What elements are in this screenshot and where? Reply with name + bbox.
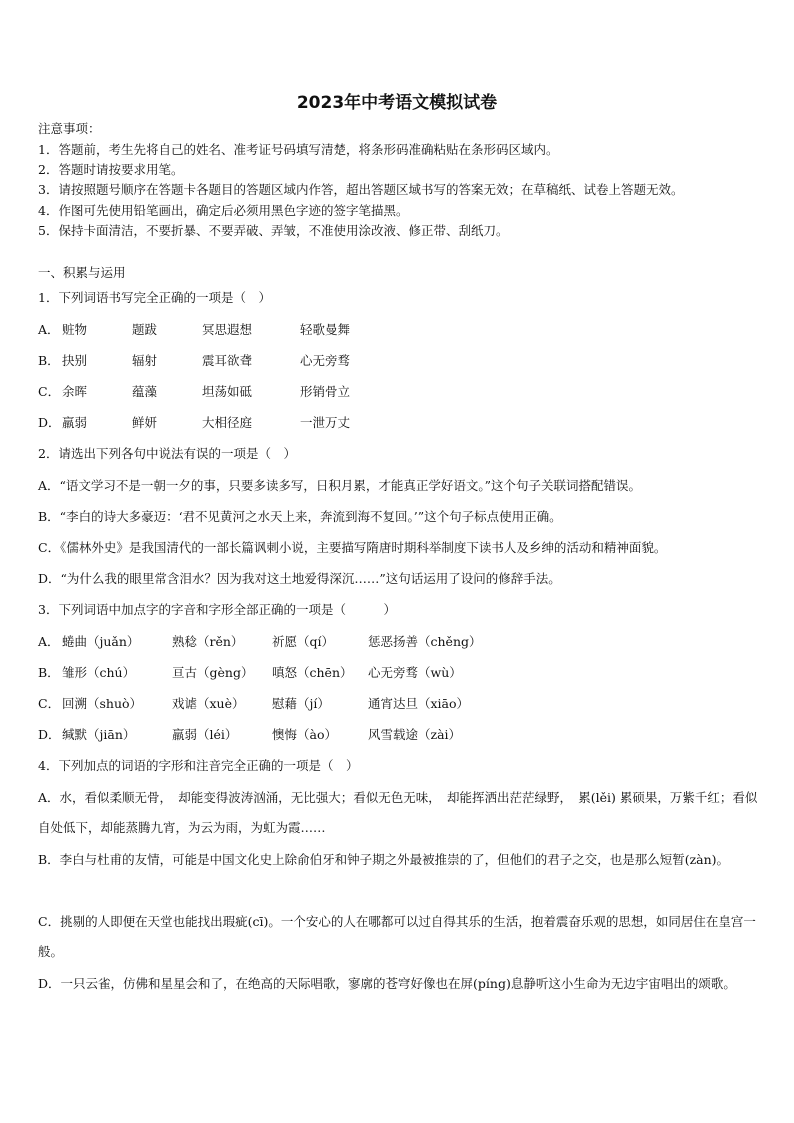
question-2-option-c: C．《儒林外史》是我国清代的一部长篇讽刺小说，主要描写隋唐时期科举制度下读书人及乡绅的活动和精神面貌。 (38, 540, 667, 555)
question-2-option-a: A．“语文学习不是一朝一夕的事，只要多读多写，日积月累，才能真正学好语文。”这个句子关联词搭配错误。 (38, 478, 642, 493)
question-1-option-a (38, 322, 350, 338)
option-word: 余晖 (62, 384, 88, 399)
option-letter: D． (38, 415, 61, 430)
question-4-option-b: B．李白与杜甫的友情，可能是中国文化史上除俞伯牙和钟子期之外最被推崇的了，但他们的君子之交，也是那么短暂(zàn)。 (38, 852, 730, 867)
option-letter: A． (38, 322, 60, 337)
question-1-option-c (38, 384, 350, 400)
option-word: 震耳欲聋 (202, 353, 253, 368)
option-word: 蜷曲（juǎn） (62, 634, 140, 649)
option-word: 坦荡如砥 (202, 384, 253, 399)
option-word: 惩恶扬善（chěng） (368, 634, 482, 649)
option-word: 戏谑（xuè） (172, 696, 245, 711)
option-word: 辐射 (132, 353, 158, 368)
question-1-option-b (38, 353, 350, 369)
question-4-option-d: D．一只云雀，仿佛和星星会和了，在绝高的天际唱歌，寥廓的苍穹好像也在屏(píng)息静听这小生命为无边宇宙唱出的颂歌。 (38, 976, 736, 991)
option-word: 赃物 (62, 322, 88, 337)
page-title: 2023年中考语文模拟试卷 (296, 93, 498, 113)
option-word: 心无旁骛（wù） (368, 665, 462, 680)
option-word: 题跋 (132, 322, 158, 337)
option-word: 嗔怒（chēn） (272, 665, 353, 680)
option-word: 心无旁骛 (300, 353, 351, 368)
option-letter: B． (38, 353, 60, 368)
question-4-option-c: C．挑剔的人即便在天堂也能找出瑕疵(cī)。一个安心的人在哪都可以过自得其乐的生活，抱着震奋乐观的思想，如同居住在皇宫一般。 (38, 914, 756, 959)
option-word: 风雪载途（zài） (368, 727, 462, 742)
option-word: 一泄万丈 (300, 415, 351, 430)
option-word: 冥思遐想 (202, 322, 253, 337)
option-word: 蕴藻 (132, 384, 158, 399)
option-word: 羸弱 (62, 415, 88, 430)
option-letter: D． (38, 727, 61, 742)
question-4-option-a: A．水，看似柔顺无骨， 却能变得波涛汹涌，无比强大；看似无色无味， 却能挥洒出茫茫绿野， 累(lěi) 累硕果，万紫千红；看似自处低下，却能蒸腾九宵，为云为雨，为虹为霞…… (38, 790, 758, 835)
option-letter: A． (38, 634, 60, 649)
notice-item: 1．答题前，考生先将自己的姓名、准考证号码填写清楚，将条形码准确粘贴在条形码区域内。 (38, 142, 559, 157)
option-word: 大相径庭 (202, 415, 253, 430)
question-3-option-a (38, 634, 482, 650)
notice-item: 4．作图可先使用铅笔画出，确定后必须用黑色字迹的签字笔描黑。 (38, 203, 409, 218)
option-word: 缄默（jiān） (62, 727, 136, 742)
option-letter: C． (38, 696, 61, 711)
section-heading: 一、积累与运用 (38, 265, 126, 280)
question-3-stem: 3．下列词语中加点字的字音和字形全部正确的一项是（ ） (38, 602, 396, 617)
option-word: 形销骨立 (300, 384, 351, 399)
question-3-option-b (38, 665, 462, 681)
option-word: 亘古（gèng） (172, 665, 254, 680)
option-word: 熟稔（rěn） (172, 634, 244, 649)
option-word: 鲜妍 (132, 415, 158, 430)
option-letter: B． (38, 665, 60, 680)
option-word: 通宵达旦（xiāo） (368, 696, 470, 711)
option-word: 慰藉（jí） (272, 696, 330, 711)
notice-item: 2．答题时请按要求用笔。 (38, 162, 184, 177)
question-2-option-d: D．“为什么我的眼里常含泪水？因为我对这土地爱得深沉……”这句话运用了设问的修辞手法。 (38, 571, 561, 586)
option-word: 回溯（shuò） (62, 696, 143, 711)
question-4-stem: 4．下列加点的词语的字形和注音完全正确的一项是（ ） (38, 758, 359, 773)
option-word: 祈愿（qí） (272, 634, 334, 649)
question-1-stem: 1．下列词语书写完全正确的一项是（ ） (38, 290, 271, 305)
option-word: 轻歌曼舞 (300, 322, 351, 337)
question-2-option-b: B．“李白的诗大多豪迈：‘君不见黄河之水天上来，奔流到海不复回。’”这个句子标点使用正确。 (38, 509, 562, 524)
question-2-stem: 2．请选出下列各句中说法有误的一项是（ ） (38, 446, 296, 461)
option-word: 雏形（chú） (62, 665, 136, 680)
notice-item: 5．保持卡面清洁，不要折暴、不要弄破、弄皱，不准使用涂改液、修正带、刮纸刀。 (38, 223, 509, 238)
option-word: 抉别 (62, 353, 88, 368)
option-letter: C． (38, 384, 61, 399)
option-word: 懊悔（ào） (272, 727, 337, 742)
option-word: 羸弱（léi） (172, 727, 238, 742)
notice-heading: 注意事项： (38, 121, 101, 136)
question-1-option-d (38, 415, 350, 431)
notice-item: 3．请按照题号顺序在答题卡各题目的答题区域内作答，超出答题区域书写的答案无效；在草稿纸、试卷上答题无效。 (38, 182, 684, 197)
question-3-option-d (38, 727, 461, 743)
question-3-option-c (38, 696, 469, 712)
